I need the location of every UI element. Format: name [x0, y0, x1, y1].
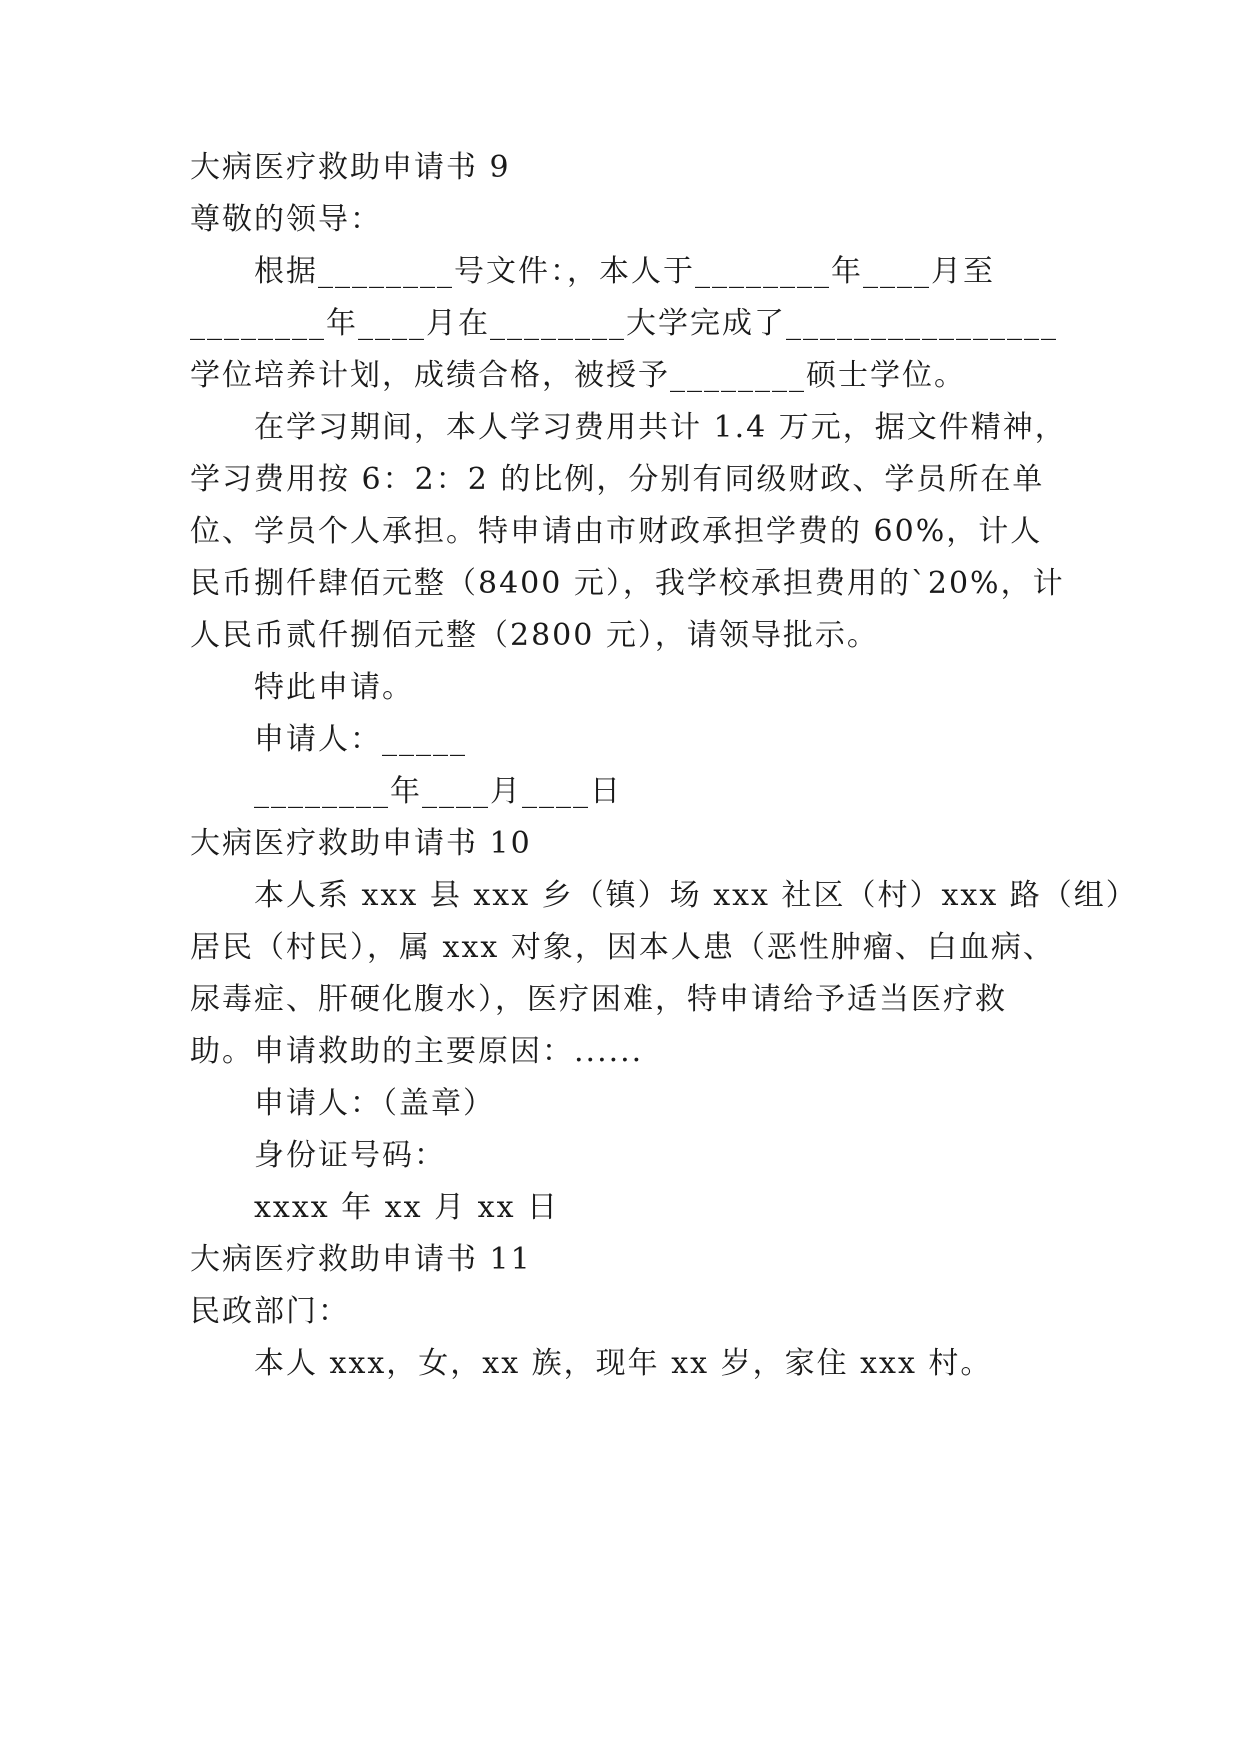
paragraph-line: 在学习期间，本人学习费用共计 1.4 万元，据文件精神， [254, 410, 1067, 445]
applicant-line: 申请人：_____ [254, 722, 467, 757]
paragraph-line: 学习费用按 6：2：2 的比例，分别有同级财政、学员所在单 [190, 462, 1045, 497]
salutation: 民政部门： [190, 1294, 350, 1329]
paragraph-line: 助。申请救助的主要原因：...... [190, 1034, 644, 1069]
paragraph-line: ________年____月在________大学完成了________________ [190, 306, 1058, 341]
paragraph-line: 根据________号文件：，本人于________年____月至 [254, 254, 995, 289]
date-line: ________年____月____日 [254, 774, 622, 809]
paragraph-line: 学位培养计划，成绩合格，被授予________硕士学位。 [190, 358, 966, 393]
paragraph-line: 居民（村民），属 xxx 对象，因本人患（恶性肿瘤、白血病、 [190, 930, 1055, 965]
paragraph-line: 民币捌仟肆佰元整（8400 元），我学校承担费用的`20%，计 [190, 566, 1065, 601]
date-line: xxxx 年 xx 月 xx 日 [254, 1190, 560, 1225]
applicant-line: 申请人：（盖章） [254, 1086, 495, 1121]
id-number-line: 身份证号码： [254, 1138, 446, 1173]
section-title-10: 大病医疗救助申请书 10 [190, 826, 532, 861]
paragraph-line: 人民币贰仟捌佰元整（2800 元），请领导批示。 [190, 618, 879, 653]
paragraph-line: 本人 xxx，女，xx 族，现年 xx 岁，家住 xxx 村。 [254, 1346, 993, 1381]
salutation: 尊敬的领导： [190, 202, 382, 237]
paragraph-line: 尿毒症、肝硬化腹水），医疗困难，特申请给予适当医疗救 [190, 982, 1007, 1017]
paragraph-line: 本人系 xxx 县 xxx 乡（镇）场 xxx 社区（村）xxx 路（组） [254, 878, 1138, 913]
paragraph-line: 位、学员个人承担。特申请由市财政承担学费的 60%，计人 [190, 514, 1043, 549]
section-title-11: 大病医疗救助申请书 11 [190, 1242, 532, 1277]
section-title-9: 大病医疗救助申请书 9 [190, 150, 511, 185]
closing-line: 特此申请。 [254, 670, 414, 705]
